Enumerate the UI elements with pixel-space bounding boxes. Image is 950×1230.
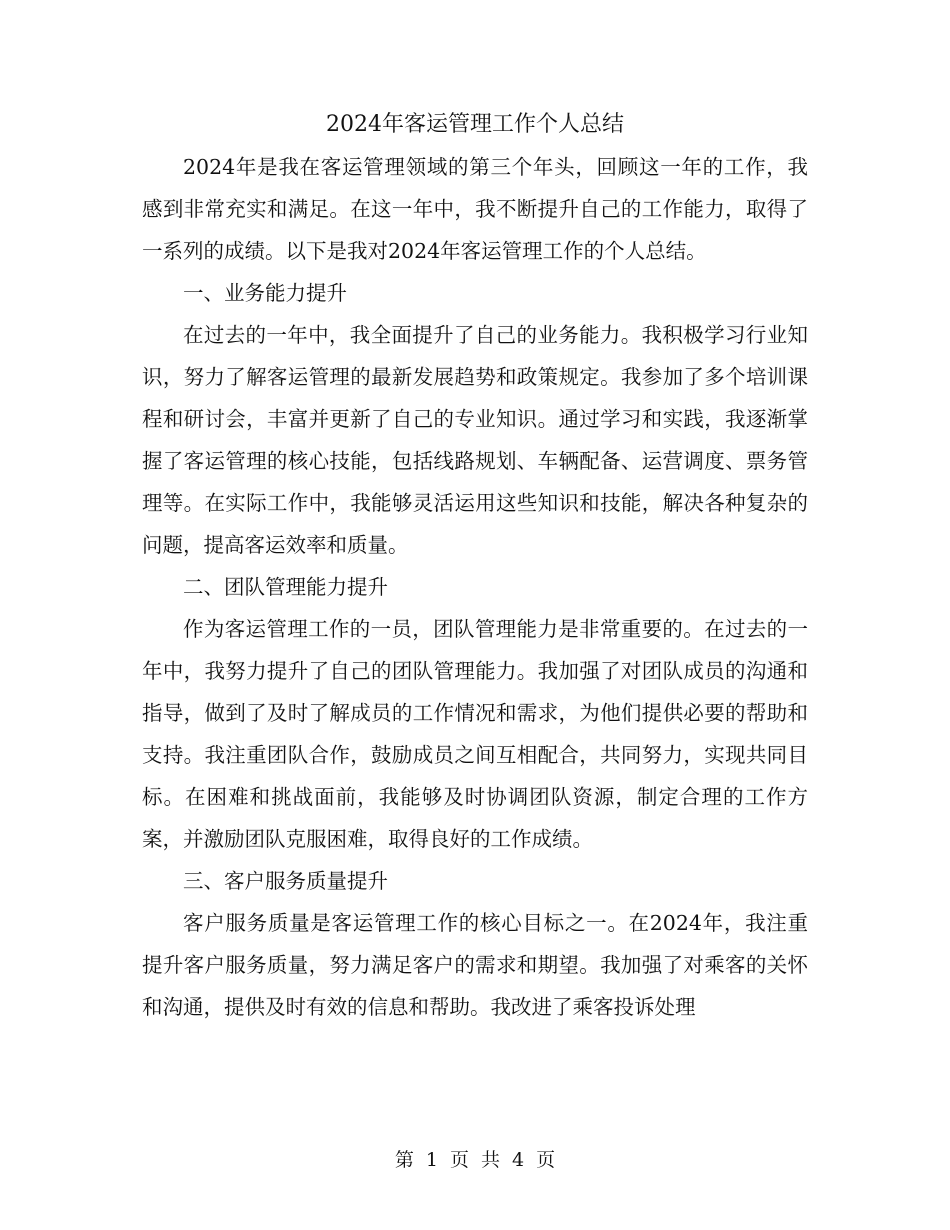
section-heading-business: 一、业务能力提升	[183, 281, 347, 305]
section-body-team: 作为客运管理工作的一员，团队管理能力是非常重要的。在过去的一年中，我努力提升了自己的团队管理能力。我加强了对团队成员的沟通和指导，做到了及时了解成员的工作情况和需求，为他们提供必要的帮助和支持。我注重团队合作，鼓励成员之间互相配合，共同努力，实现共同目标。在困难和挑战面前，我能够及时协调团队资源，制定合理的工作方案，并激励团队克服困难，取得良好的工作成绩。	[142, 617, 808, 851]
section-heading-service: 三、客户服务质量提升	[183, 869, 388, 893]
document-body	[142, 104, 808, 1028]
page-footer: 第 1 页 共 4 页	[394, 1149, 556, 1171]
section-heading-team: 二、团队管理能力提升	[183, 575, 388, 599]
document-title: 2024年客运管理工作个人总结	[326, 112, 624, 137]
section-body-service: 客户服务质量是客运管理工作的核心目标之一。在2024年，我注重提升客户服务质量，努力满足客户的需求和期望。我加强了对乘客的关怀和沟通，提供及时有效的信息和帮助。我改进了乘客投诉处理	[142, 911, 808, 1019]
intro-paragraph: 2024年是我在客运管理领域的第三个年头，回顾这一年的工作，我感到非常充实和满足。在这一年中，我不断提升自己的工作能力，取得了一系列的成绩。以下是我对2024年客运管理工作的个人总结。	[142, 155, 808, 263]
section-body-business: 在过去的一年中，我全面提升了自己的业务能力。我积极学习行业知识，努力了解客运管理的最新发展趋势和政策规定。我参加了多个培训课程和研讨会，丰富并更新了自己的专业知识。通过学习和实践，我逐渐掌握了客运管理的核心技能，包括线路规划、车辆配备、运营调度、票务管理等。在实际工作中，我能够灵活运用这些知识和技能，解决各种复杂的问题，提高客运效率和质量。	[142, 323, 808, 557]
